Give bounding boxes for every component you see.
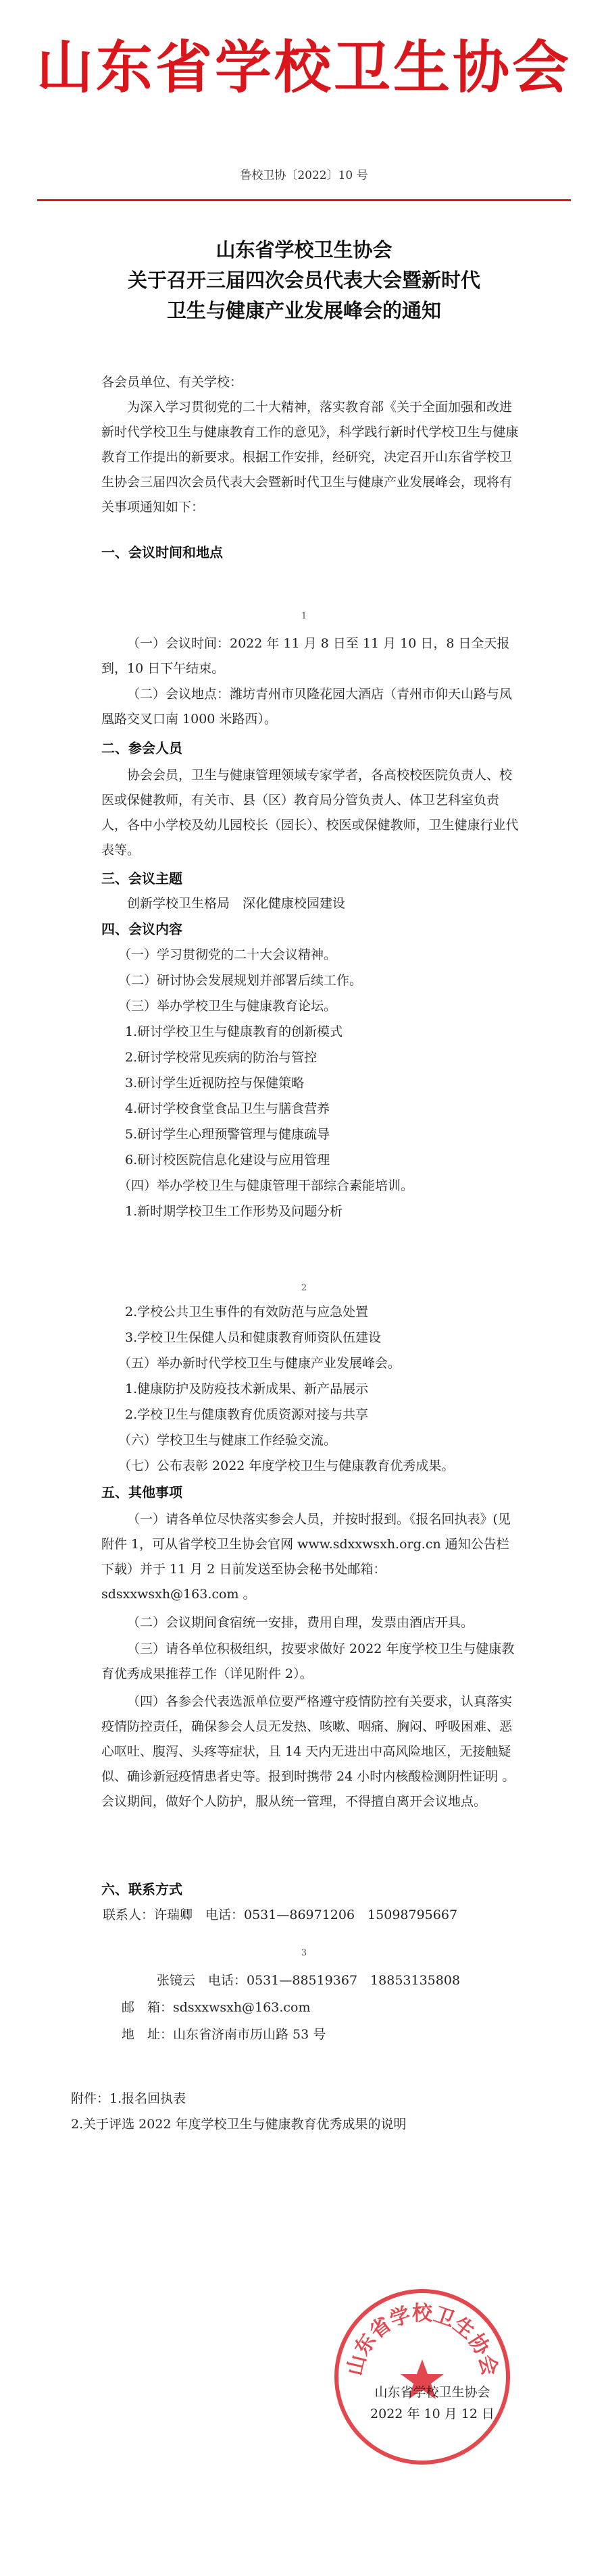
content-subitem: 1.健康防护及防疫技术新成果、新产品展示 [125,1382,369,1396]
section-6-heading: 六、联系方式 [101,1881,182,1897]
content-subitem: 4.研讨学校食堂食品卫生与膳食营养 [125,1101,330,1116]
contact-person-2: 张镜云 电话：0531—88519367 18853135808 [157,1973,461,1988]
content-item: （五）举办新时代学校卫生与健康产业发展峰会。 [118,1356,401,1371]
section-2-heading: 二、参会人员 [101,740,182,756]
content-subitem: 3.研讨学生近视防控与保健策略 [125,1076,305,1090]
red-divider [37,199,571,201]
other-matters-1: （一）请各单位尽快落实参会人员，并按时报到。《报名回执表》(见附件 1，可从省学校卫生协会官网 www.sdxxwsxh.org.cn 通知公告栏下载）并于 11 月 2 日前发送至协会秘书处邮箱：sdsxxwsxh@163.com 。 [101,1512,511,1602]
contact-address: 地 址：山东省济南市历山路 53 号 [122,2027,326,2042]
other-matters-2: （二）会议期间食宿统一安排，费用自理，发票由酒店开具。 [127,1615,474,1630]
attachment-1: 附件：1.报名回执表 [71,2091,186,2106]
content-item: （三）举办学校卫生与健康教育论坛。 [118,999,337,1014]
content-item: （六）学校卫生与健康工作经验交流。 [118,1433,337,1448]
section-1-heading: 一、会议时间和地点 [101,544,223,560]
intro-paragraph: 为深入学习贯彻党的二十大精神，落实教育部《关于全面加强和改进新时代学校卫生与健康教育工作的意见》，科学践行新时代学校卫生与健康教育工作提出的新要求。根据工作安排，经研究，决定召开山东省学校卫生协会三届四次会员代表大会暨新时代卫生与健康产业发展峰会，现将有关事项通知如下： [101,400,519,515]
document-number: 鲁校卫协〔2022〕10 号 [240,169,368,182]
notice-title-line2: 关于召开三届四次会员代表大会暨新时代 [127,269,480,292]
section-4-heading: 四、会议内容 [101,921,182,937]
seal-text: 山东省学校卫生协会 [343,2302,502,2378]
section-3-heading: 三、会议主题 [101,870,182,887]
official-seal [334,2289,510,2465]
page-number-2: 2 [301,1283,307,1293]
content-subitem: 2.学校卫生与健康教育优质资源对接与共享 [125,1407,369,1422]
seal-icon [338,2293,506,2461]
meeting-location: （二）会议地点：潍坊青州市贝隆花园大酒店（青州市仰天山路与凤凰路交叉口南 1000 米路西）。 [101,687,513,727]
content-item: （二）研讨协会发展规划并部署后续工作。 [118,973,363,988]
contact-person-1: 联系人：许瑞卿 电话：0531—86971206 15098795667 [103,1908,458,1922]
other-matters-3: （三）请各单位积极组织，按要求做好 2022 年度学校卫生与健康教育优秀成果推荐工作（详见附件 2）。 [101,1641,515,1681]
content-subitem: 2.学校公共卫生事件的有效防范与应急处置 [125,1305,369,1319]
signature-date: 2022 年 10 月 12 日 [370,2407,495,2421]
content-subitem: 6.研讨校医院信息化建设与应用管理 [125,1153,330,1167]
greeting: 各会员单位、有关学校： [101,375,243,390]
content-subitem: 1.新时期学校卫生工作形势及问题分析 [125,1204,343,1219]
letterhead-title: 山东省学校卫生协会 [36,34,572,101]
content-item: （一）学习贯彻党的二十大会议精神。 [118,947,337,962]
content-subitem: 2.研讨学校常见疾病的防治与管控 [125,1050,318,1065]
content-subitem: 1.研讨学校卫生与健康教育的创新模式 [125,1024,343,1039]
content-subitem: 5.研讨学生心理预警管理与健康疏导 [125,1127,330,1142]
contact-email: 邮 箱：sdsxxwsxh@163.com [122,2000,311,2015]
content-item: （四）举办学校卫生与健康管理干部综合素能培训。 [118,1178,414,1193]
notice-title-line1: 山东省学校卫生协会 [216,238,392,261]
page-number-3: 3 [301,1948,307,1958]
attendees-paragraph: 协会会员，卫生与健康管理领域专家学者，各高校校医院负责人、校医或保健教师，有关市、县（区）教育局分管负责人、体卫艺科室负责人，各中小学校及幼儿园校长（园长）、校医或保健教师，卫生健康行业代表等。 [101,768,519,858]
content-item: （七）公布表彰 2022 年度学校卫生与健康教育优秀成果。 [118,1458,455,1473]
signature-org: 山东省学校卫生协会 [374,2385,490,2400]
meeting-theme: 创新学校卫生格局 深化健康校园建设 [127,896,346,911]
attachment-2: 2.关于评选 2022 年度学校卫生与健康教育优秀成果的说明 [71,2117,407,2132]
section-5-heading: 五、其他事项 [101,1484,182,1500]
notice-title-line3: 卫生与健康产业发展峰会的通知 [166,299,441,322]
other-matters-4: （四）各参会代表选派单位要严格遵守疫情防控有关要求，认真落实疫情防控责任，确保参会人员无发热、咳嗽、咽痛、胸闷、呼吸困难、恶心呕吐、腹泻、头疼等症状，且 14 天内无进出中高风险地区，无接触疑似、确诊新冠疫情患者史等。报到时携带 24 小时内核酸检测阴性证明 。会议期间，做好个人防护，服从统一管理，不得擅自离开会议地点。 [101,1694,515,1809]
page-number-1: 1 [301,611,307,621]
meeting-time: （一）会议时间：2022 年 11 月 8 日至 11 月 10 日，8 日全天报到，10 日下午结束。 [101,636,510,676]
content-subitem: 3.学校卫生保健人员和健康教育师资队伍建设 [125,1330,382,1345]
